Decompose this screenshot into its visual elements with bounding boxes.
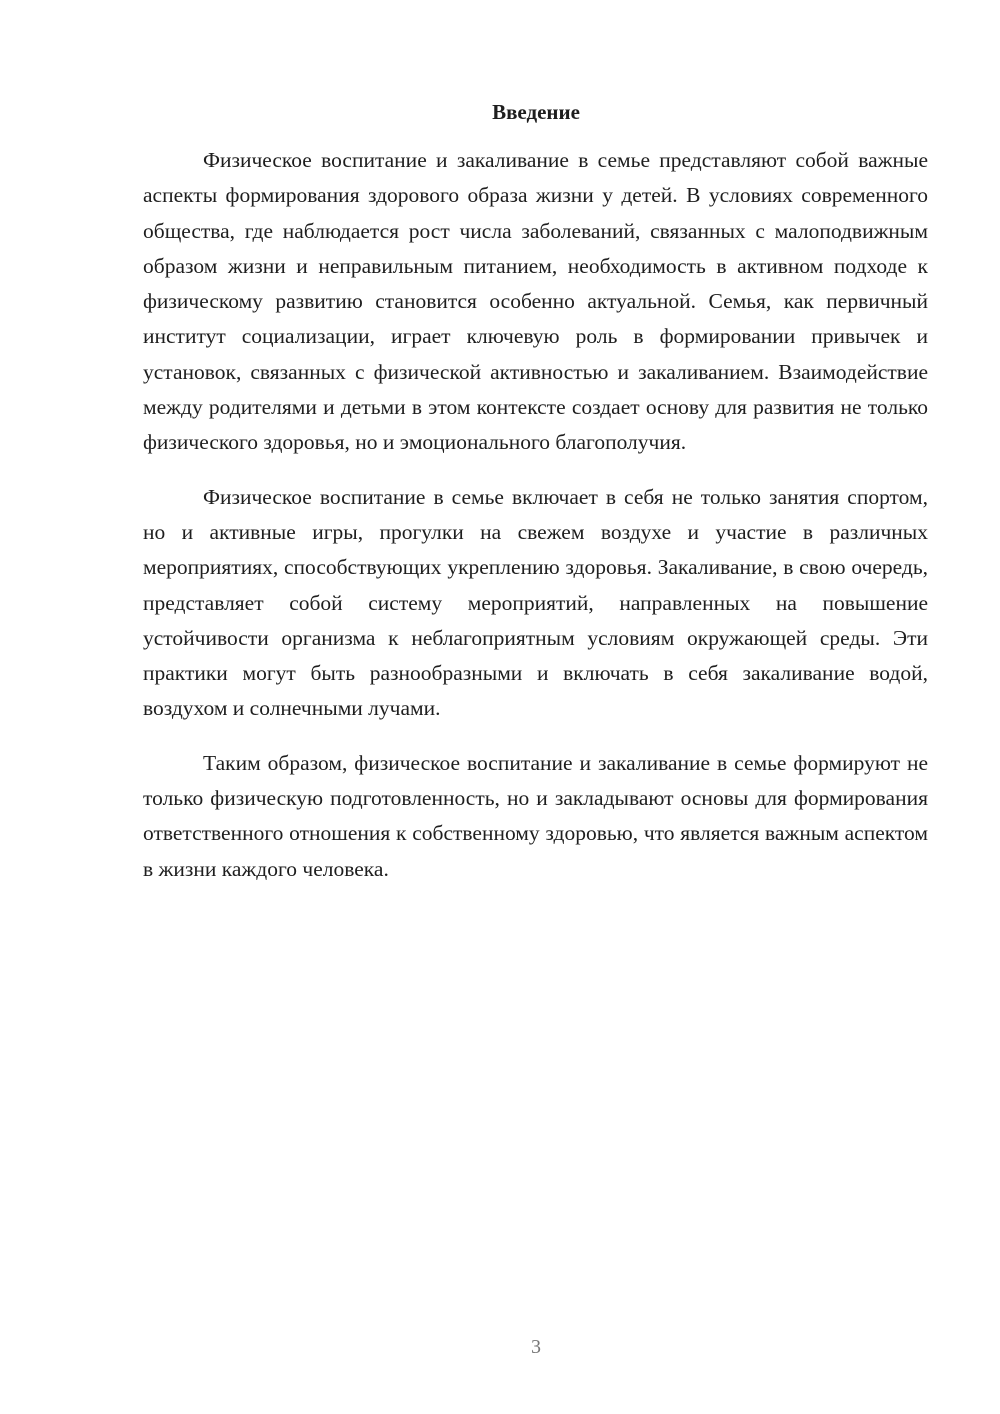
paragraph-1: Физическое воспитание и закаливание в семье представляют собой важные аспекты формирования здорового образа жизни у детей. В условиях современного общества, где наблюдается рост числа заболеваний, связанных с малоподвижным образом жизни и неправильным питанием, необходимость в активном подходе к физическому развитию становится особенно актуальной. Семья, как первичный институт социализации, играет ключевую роль в формировании привычек и установок, связанных с физической активностью и закаливанием. Взаимодействие между родителями и детьми в этом контексте создает основу для развития не только физического здоровья, но и эмоционального благополучия.: [143, 148, 928, 455]
page-number: 3: [531, 1336, 541, 1358]
paragraph-3: Таким образом, физическое воспитание и закаливание в семье формируют не только физическую подготовленность, но и закладывают основы для формирования ответственного отношения к собственному здоровью, что является важным аспектом в жизни каждого человека.: [143, 750, 928, 881]
body-text: [143, 143, 928, 887]
section-heading: Введение: [492, 100, 580, 124]
paragraph-2: Физическое воспитание в семье включает в себя не только занятия спортом, но и активные игры, прогулки на свежем воздухе и участие в различных мероприятиях, способствующих укреплению здоровья. Закаливание, в свою очередь, представляет собой систему мероприятий, направленных на повышение устойчивости организма к неблагоприятным условиям окружающей среды. Эти практики могут быть разнообразными и включать в себя закаливание водой, воздухом и солнечными лучами.: [143, 484, 928, 721]
